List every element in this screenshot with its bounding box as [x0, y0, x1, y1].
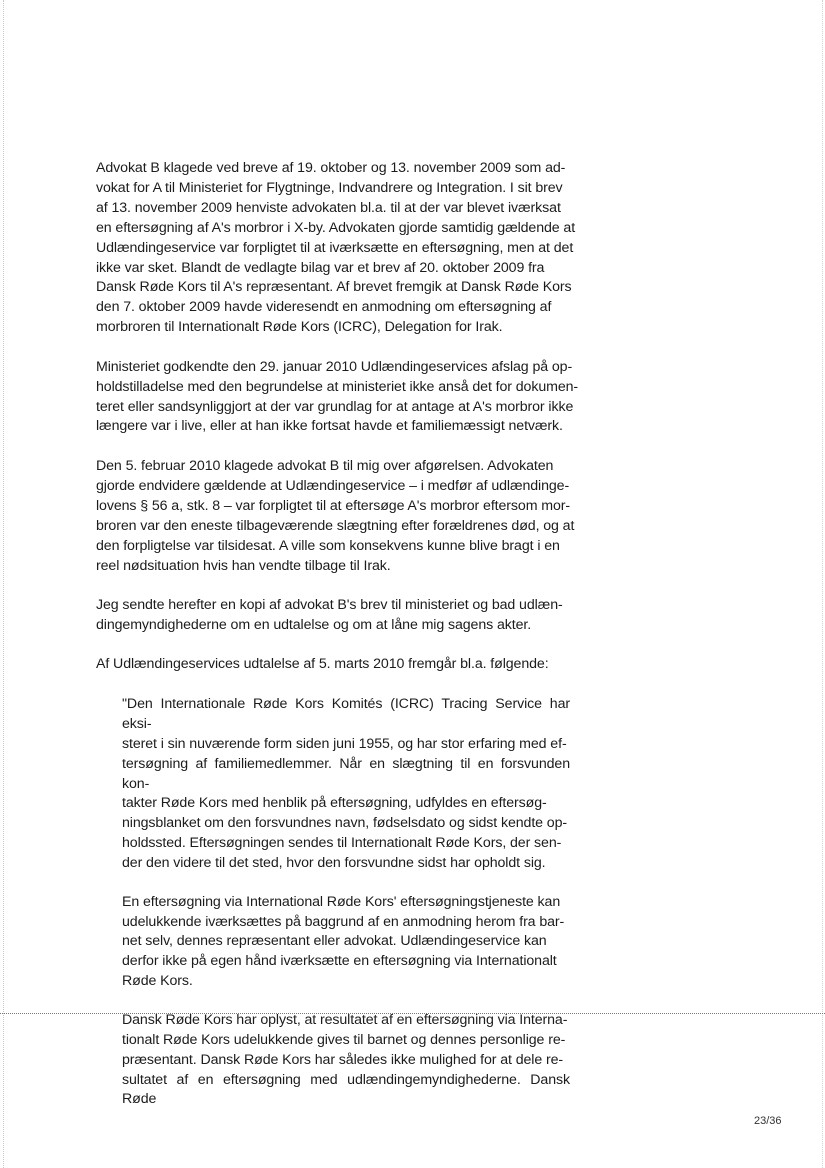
page-edge-right [822, 0, 823, 1168]
document-body [96, 159, 584, 1129]
block-quote [122, 695, 570, 1110]
paragraph-complaint-ombudsman: Den 5. februar 2010 klagede advokat B til mig over afgørelsen. Advokaten gjorde endvidere gældende at Udlændingeservice – i medfør af udlændinge- lovens § 56 a, stk. 8 – var forpligtet til at eftersøge A's morbror eftersom mor- broren var den eneste tilbageværende slægtning efter forældrenes død, og at den forpligtelse var tilsidesat. A ville som konsekvens kunne blive bragt i en reel nødsituation hvis han vendte tilbage til Irak. [96, 457, 575, 574]
page-edge-left [3, 0, 4, 1168]
quote-paragraph-result-sharing: Dansk Røde Kors har oplyst, at resultatet af en eftersøgning via Interna- tionalt Røde Kors udelukkende gives til barnet og dennes personlige re- præsentant. Dansk Røde Kors har således ikke mulighed for at dele re- sultatet af en eftersøgning med udlændingemyndighederne. Dansk Røde [122, 1011, 570, 1108]
page-number: 23/36 [754, 1115, 782, 1127]
paragraph-request-statement: Jeg sendte herefter en kopi af advokat B's brev til ministeriet og bad udlæn- dingemyndighederne om en udtalelse og om at låne mig sagens akter. [96, 597, 563, 633]
quote-paragraph-tracing-service: "Den Internationale Røde Kors Komités (ICRC) Tracing Service har eksi- steret i sin nuværende form siden juni 1955, og har stor erfaring med ef- tersøgning af familiemedlemmer. Når en slægtning til en forsvunden kon- takter Røde Kors med henblik på eftersøgning, udfyldes en eftersøg- ningsblanket om den forsvundnes navn, fødselsdato og sidst kendte op- holdssted. Eftersøgningen sendes til Internationalt Røde Kors, der sen- der den videre til det sted, hvor den forsvundne sidst har opholdt sig. [122, 695, 570, 872]
paragraph-statement-intro: Af Udlændingeservices udtalelse af 5. marts 2010 fremgår bl.a. følgende: [96, 656, 549, 673]
paragraph-ministry-decision: Ministeriet godkendte den 29. januar 2010 Udlændingeservices afslag på op- holdstilladelse med den begrundelse at ministeriet ikke anså det for dokumen- teret eller sandsynliggjort at der var grundlag for at antage at A's morbror ikke længere var i live, eller at han ikke fortsat havde et familiemæssigt netværk. [96, 358, 579, 435]
scan-fold-line [0, 1013, 825, 1014]
quote-paragraph-request-origin: En eftersøgning via International Røde Kors' eftersøgningstjeneste kan udelukkende iværksættes på baggrund af en anmodning herom fra bar- net selv, dennes repræsentant eller advokat. Udlændingeservice kan derfor ikke på egen hånd iværksætte en eftersøgning via Internationalt Røde Kors. [122, 893, 565, 990]
paragraph-complaint: Advokat B klagede ved breve af 19. oktober og 13. november 2009 som ad- vokat for A til Ministeriet for Flygtninge, Indvandrere og Integration. I sit brev af 13. november 2009 henviste advokaten bl.a. til at der var blevet iværksat en eftersøgning af A's morbror i X-by. Advokaten gjorde samtidig gældende at Udlændingeservice var forpligtet til at iværksætte en eftersøgning, men at det ikke var sket. Blandt de vedlagte bilag var et brev af 20. oktober 2009 fra Dansk Røde Kors til A's repræsentant. Af brevet fremgik at Dansk Røde Kors den 7. oktober 2009 havde videresendt en anmodning om eftersøgning af morbroren til Internationalt Røde Kors (ICRC), Delegation for Irak. [96, 160, 576, 336]
